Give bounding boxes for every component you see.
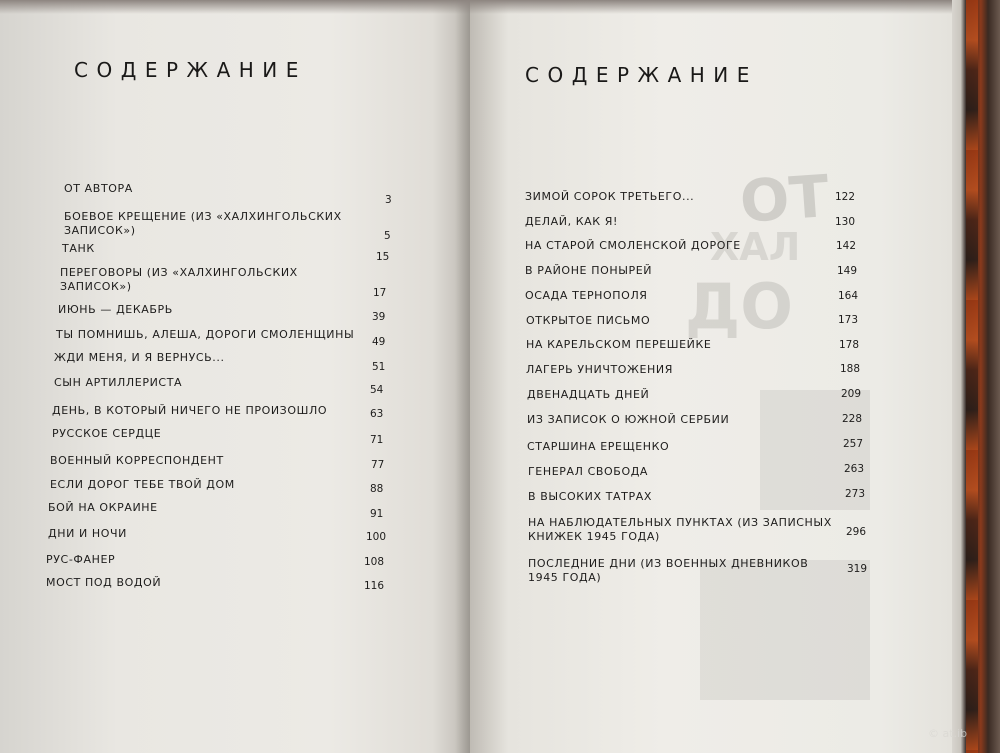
toc-entry-page: 130 <box>835 216 856 228</box>
toc-entry-title: БОЙ НА ОКРАИНЕ <box>48 501 158 514</box>
toc-entry-page: 54 <box>370 384 384 396</box>
showthrough-text-ot: ОТ <box>737 161 832 237</box>
toc-entry-page: 188 <box>840 363 861 375</box>
toc-entry-title: В ВЫСОКИХ ТАТРАХ <box>528 490 652 503</box>
toc-entry-title: ЛАГЕРЬ УНИЧТОЖЕНИЯ <box>526 363 673 376</box>
toc-entry-page: 49 <box>372 336 386 348</box>
toc-entry-title: ДЕЛАЙ, КАК Я! <box>525 215 619 228</box>
right-page <box>470 0 952 753</box>
toc-entry-page: 164 <box>838 290 859 302</box>
toc-entry-page: 273 <box>845 488 866 500</box>
toc-entry-title: ЖДИ МЕНЯ, И Я ВЕРНУСЬ... <box>54 351 225 364</box>
site-watermark: © at.ib <box>928 727 968 740</box>
toc-entry-title: СТАРШИНА ЕРЕЩЕНКО <box>527 440 670 453</box>
showthrough-text-hal: ХАЛ <box>710 225 801 269</box>
toc-entry-title: НА НАБЛЮДАТЕЛЬНЫХ ПУНКТАХ (ИЗ ЗАПИСНЫХ КНИЖЕК 1945 ГОДА) <box>528 516 832 543</box>
toc-entry-title: ТЫ ПОМНИШЬ, АЛЕША, ДОРОГИ СМОЛЕНЩИНЫ <box>56 328 355 341</box>
toc-entry-title: НА КАРЕЛЬСКОМ ПЕРЕШЕЙКЕ <box>526 338 712 351</box>
toc-entry-page: 51 <box>372 361 386 373</box>
toc-entry-page: 100 <box>366 531 387 543</box>
toc-entry-page: 319 <box>847 563 868 575</box>
toc-entry-page: 77 <box>371 459 385 471</box>
toc-entry-page: 173 <box>838 314 859 326</box>
toc-entry-title: ГЕНЕРАЛ СВОБОДА <box>528 465 649 478</box>
toc-entry-page: 88 <box>370 483 384 495</box>
toc-entry-title: ИЗ ЗАПИСОК О ЮЖНОЙ СЕРБИИ <box>527 413 730 426</box>
toc-entry-title: МОСТ ПОД ВОДОЙ <box>46 576 162 589</box>
toc-entry-page: 122 <box>835 191 856 203</box>
toc-entry-page: 71 <box>370 434 384 446</box>
toc-entry-title: ИЮНЬ — ДЕКАБРЬ <box>58 303 173 316</box>
toc-entry-page: 142 <box>836 240 857 252</box>
toc-entry-title: ОТ АВТОРА <box>64 182 133 195</box>
left-page <box>0 0 470 753</box>
book-top-shadow <box>0 0 952 14</box>
toc-entry-page: 263 <box>844 463 865 475</box>
toc-entry-page: 108 <box>364 556 385 568</box>
toc-entry-title: ОТКРЫТОЕ ПИСЬМО <box>526 314 651 327</box>
toc-entry-page: 63 <box>370 408 384 420</box>
toc-entry-title: ОСАДА ТЕРНОПОЛЯ <box>525 289 648 302</box>
toc-entry-page: 116 <box>364 580 385 592</box>
toc-entry-page: 15 <box>376 251 390 263</box>
book-cover-stripe <box>966 0 978 753</box>
toc-entry-title: НА СТАРОЙ СМОЛЕНСКОЙ ДОРОГЕ <box>525 239 741 252</box>
toc-entry-page: 257 <box>843 438 864 450</box>
right-page-heading: СОДЕРЖАНИЕ <box>525 63 758 87</box>
toc-entry-page: 178 <box>839 339 860 351</box>
toc-entry-page: 3 <box>385 194 392 206</box>
toc-entry-page: 228 <box>842 413 863 425</box>
toc-entry-title: ТАНК <box>62 242 95 255</box>
toc-entry-page: 91 <box>370 508 384 520</box>
toc-entry-page: 209 <box>841 388 862 400</box>
left-page-heading: СОДЕРЖАНИЕ <box>74 58 307 82</box>
toc-entry-page: 5 <box>384 230 391 242</box>
toc-entry-title: ЗИМОЙ СОРОК ТРЕТЬЕГО... <box>525 190 695 203</box>
toc-entry-title: В РАЙОНЕ ПОНЫРЕЙ <box>525 264 653 277</box>
showthrough-text-do: ДО <box>685 270 793 343</box>
toc-entry-title: СЫН АРТИЛЛЕРИСТА <box>54 376 183 389</box>
toc-entry-title: ПОСЛЕДНИЕ ДНИ (ИЗ ВОЕННЫХ ДНЕВНИКОВ 1945 ГОДА) <box>528 557 809 584</box>
toc-entry-page: 39 <box>372 311 386 323</box>
toc-entry-title: РУС-ФАНЕР <box>46 553 116 566</box>
toc-entry-title: РУССКОЕ СЕРДЦЕ <box>52 427 162 440</box>
toc-entry-page: 149 <box>837 265 858 277</box>
toc-entry-title: ДВЕНАДЦАТЬ ДНЕЙ <box>527 388 650 401</box>
toc-entry-page: 17 <box>373 287 387 299</box>
toc-entry-title: ПЕРЕГОВОРЫ (ИЗ «ХАЛХИНГОЛЬСКИХ ЗАПИСОК») <box>60 266 298 293</box>
toc-entry-title: ДЕНЬ, В КОТОРЫЙ НИЧЕГО НЕ ПРОИЗОШЛО <box>52 404 328 417</box>
toc-entry-title: ЕСЛИ ДОРОГ ТЕБЕ ТВОЙ ДОМ <box>50 478 235 491</box>
toc-entry-title: БОЕВОЕ КРЕЩЕНИЕ (ИЗ «ХАЛХИНГОЛЬСКИХ ЗАПИСОК») <box>64 210 342 237</box>
toc-entry-page: 296 <box>846 526 867 538</box>
toc-entry-title: ВОЕННЫЙ КОРРЕСПОНДЕНТ <box>50 454 224 467</box>
toc-entry-title: ДНИ И НОЧИ <box>48 527 128 540</box>
